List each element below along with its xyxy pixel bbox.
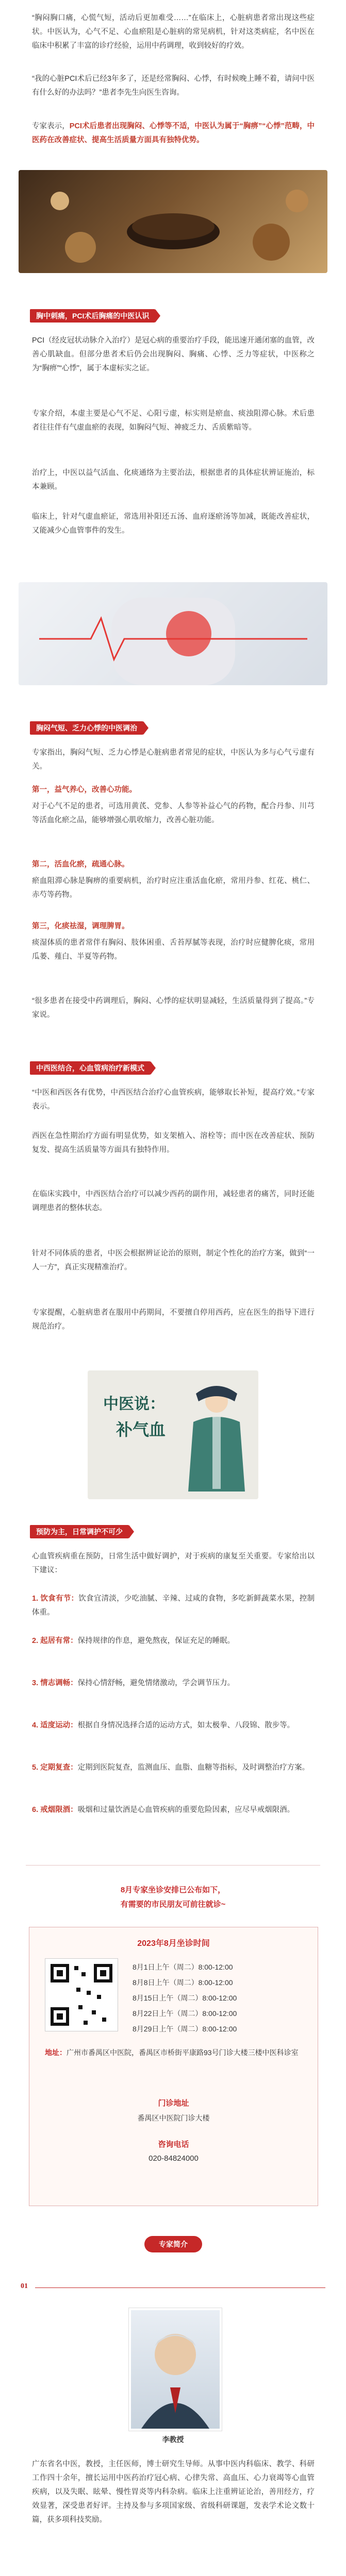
section-1-paragraph-4: 临床上，针对气虚血瘀证，常选用补阳还五汤、血府逐瘀汤等加减，既能改善症状，又能减少心血管事件的发生。 (32, 513, 315, 535)
doctor-1-bio: 广东省名中医，教授，主任医师，博士研究生导师。从事中医内科临床、教学、科研工作四十余年，擅长运用中医药治疗冠心病、心律失常、高血压、心力衰竭等心血管疾病，以及失眠、眩晕、慢性胃炎等内科杂病。临床上注重辨证论治，善用经方，疗效显著，深受患者好评。主持及参与多项国家级、省级科研课题，发表学术论文数十篇，获多项科技奖励。 (32, 2460, 315, 2524)
promo-text (0, 1883, 346, 1912)
section-1-paragraph-1: PCI（经皮冠状动脉介入治疗）是冠心病的重要治疗手段，能迅速开通闭塞的血管，改善心肌缺血。但部分患者术后仍会出现胸闷、胸痛、心悸、乏力等症状，中医称之为“胸痹”“心悸”，属于本虚标实之证。 (32, 336, 315, 372)
section-3-title: 中西医结合，心血管病治疗新模式 (30, 1061, 151, 1075)
clinic-text: 番禺区中医院门诊大楼 (137, 2114, 210, 2122)
section-2-paragraph-2: 对于心气不足的患者，可选用黄芪、党参、人参等补益心气的药物，配合丹参、川芎等活血化瘀之品，能够增强心肌收缩力，改善心脏功能。 (32, 802, 315, 824)
promo-line-2: 有需要的市民朋友可前往就诊~ (120, 1900, 226, 1909)
schedule-row: 8月15日上午（周二）8:00-12:00 (133, 1994, 237, 2002)
section-2-paragraph-5: “很多患者在接受中药调理后，胸闷、心悸的症状明显减轻，生活质量得到了提高。”专家说。 (32, 997, 315, 1019)
section-3-paragraph-5: 专家提醒，心脏病患者在服用中药期间，不要擅自停用西药，应在医生的指导下进行规范治疗。 (32, 1309, 315, 1331)
intro-paragraph-2: “我的心脏PCI术后已经3年多了，还是经常胸闷、心悸，有时候晚上睡不着，请问中医有什么好的办法吗？”患者李先生向医生咨询。 (32, 75, 315, 97)
herbal-medicine-image (19, 170, 327, 273)
tip-6: 6. 戒烟限酒：吸烟和过量饮酒是心血管疾病的重要危险因素，应尽早戒烟限酒。 (32, 1806, 295, 1814)
expert-intro-button[interactable]: 专家简介 (144, 2236, 202, 2252)
section-3-paragraph-2: 西医在急性期治疗方面有明显优势，如支架植入、溶栓等；而中医在改善症状、预防复发、提高生活质量等方面具有独特作用。 (32, 1132, 315, 1154)
doctor-figure-icon (180, 1381, 253, 1494)
tip-1: 1. 饮食有节：饮食宜清淡，少吃油腻、辛辣、过咸的食物，多吃新鲜蔬菜水果，控制体重。 (32, 1595, 315, 1617)
doctor-1-number: 01 (21, 2282, 28, 2290)
herbal-medicine-illustration (19, 170, 327, 273)
doctor-1-rule (35, 2287, 325, 2288)
section-1-paragraph-3: 治疗上，中医以益气活血、化痰通络为主要治法，根据患者的具体症状辨证施治，标本兼顾。 (32, 469, 315, 491)
section-4-intro: 心血管疾病重在预防，日常生活中做好调护，对于疾病的康复至关重要。专家给出以下建议： (32, 1552, 315, 1574)
section-4-title: 预防为主，日常调护不可少 (30, 1525, 129, 1538)
section-3-paragraph-4: 针对不同体质的患者，中医会根据辨证论治的原则，制定个性化的治疗方案，做到“一人一方”，真正实现精准治疗。 (32, 1249, 315, 1272)
tcm-illustration (88, 1370, 258, 1499)
chest-pain-illustration (19, 582, 327, 685)
tip-4: 4. 适度运动：根据自身情况选择合适的运动方式，如太极拳、八段锦、散步等。 (32, 1721, 295, 1730)
schedule-address (45, 2046, 303, 2059)
intro-paragraph-1: “胸闷胸口痛，心慌气短，活动后更加难受……”在临床上，心脏病患者常出现这些症状。中医认为，心气不足、心血瘀阻是心脏病的常见病机，针对这类病症，名中医在临床中积累了丰富的诊疗经验，运用中药调理，收到较好的疗效。 (32, 14, 315, 50)
address-text: 广州市番禺区中医院，番禺区市桥街平康路93号门诊大楼三楼中医科诊室 (67, 2048, 299, 2057)
tip-2: 2. 起居有常：保持规律的作息，避免熬夜，保证充足的睡眠。 (32, 1637, 235, 1645)
tip-5: 5. 定期复查：定期到医院复查，监测血压、血脂、血糖等指标，及时调整治疗方案。 (32, 1764, 310, 1772)
section-2-title: 胸闷气短、乏力心悸的中医调治 (30, 721, 143, 735)
schedule-card (29, 1927, 318, 2206)
chest-pain-image (19, 582, 327, 685)
section-2-lead-1: 第一，益气养心，改善心功能。 (32, 786, 137, 794)
schedule-list (133, 1959, 303, 2037)
section-3-paragraph-3: 在临床实践中，中西医结合治疗可以减少西药的副作用，减轻患者的痛苦，同时还能调理患者的整体状态。 (32, 1190, 315, 1212)
schedule-row: 8月8日上午（周二）8:00-12:00 (133, 1978, 233, 1987)
doctor-1-photo (129, 2308, 222, 2431)
address-label: 地址： (45, 2048, 67, 2057)
section-2-paragraph-1: 专家指出，胸闷气短、乏力心悸是心脏病患者常见的症状，中医认为多与心气亏虚有关。 (32, 749, 315, 771)
illustration-title: 中医说： (103, 1396, 165, 1413)
phone-title: 咨询电话 (158, 2140, 189, 2149)
section-1-paragraph-2: 专家介绍，本虚主要是心气不足、心阳亏虚，标实则是瘀血、痰浊阻滞心脉。术后患者往往伴有气虚血瘀的表现，如胸闷气短、神疲乏力、舌质紫暗等。 (32, 410, 315, 432)
doctor-1-header (21, 2282, 325, 2293)
schedule-row: 8月22日上午（周二）8:00-12:00 (133, 2009, 237, 2018)
phone-number[interactable]: 020-84824000 (149, 2154, 199, 2163)
intro-paragraph-3: 专家表示，PCI术后患者出现胸闷、心悸等不适，中医认为属于“胸痹”“心悸”范畴，中医药在改善症状、提高生活质量方面具有独特优势。 (32, 122, 315, 144)
doctor-1-name: 李教授 (162, 2435, 184, 2444)
section-divider (26, 1865, 320, 1866)
qr-code-icon (45, 1959, 118, 2031)
clinic-title: 门诊地址 (158, 2099, 189, 2108)
schedule-row: 8月29日上午（周二）8:00-12:00 (133, 2025, 237, 2033)
illustration-subtitle: 补气血 (116, 1420, 166, 1439)
promo-line-1: 8月专家坐诊安排已公布如下， (120, 1886, 226, 1894)
section-2-paragraph-4: 痰湿体质的患者常伴有胸闷、肢体困重、舌苔厚腻等表现，治疗时应健脾化痰，常用瓜蒌、薤白、半夏等药物。 (32, 939, 315, 961)
section-1-title: 胸中刺痛，PCI术后胸痛的中医认识 (30, 309, 155, 323)
section-2-lead-3: 第三，化痰祛湿，调理脾胃。 (32, 922, 129, 930)
doctor-1-avatar-icon (131, 2310, 220, 2429)
qr-code[interactable] (45, 1958, 118, 2031)
section-3-paragraph-1: “中医和西医各有优势，中西医结合治疗心血管疾病，能够取长补短，提高疗效。”专家表示。 (32, 1089, 315, 1111)
schedule-title: 2023年8月坐诊时间 (137, 1939, 210, 1948)
tip-3: 3. 情志调畅：保持心情舒畅，避免情绪激动，学会调节压力。 (32, 1679, 235, 1687)
schedule-row: 8月1日上午（周二）8:00-12:00 (133, 1963, 233, 1971)
section-2-lead-2: 第二，活血化瘀，疏通心脉。 (32, 860, 129, 869)
section-2-paragraph-3: 瘀血阻滞心脉是胸痹的重要病机，治疗时应注重活血化瘀，常用丹参、红花、桃仁、赤芍等药物。 (32, 877, 315, 899)
